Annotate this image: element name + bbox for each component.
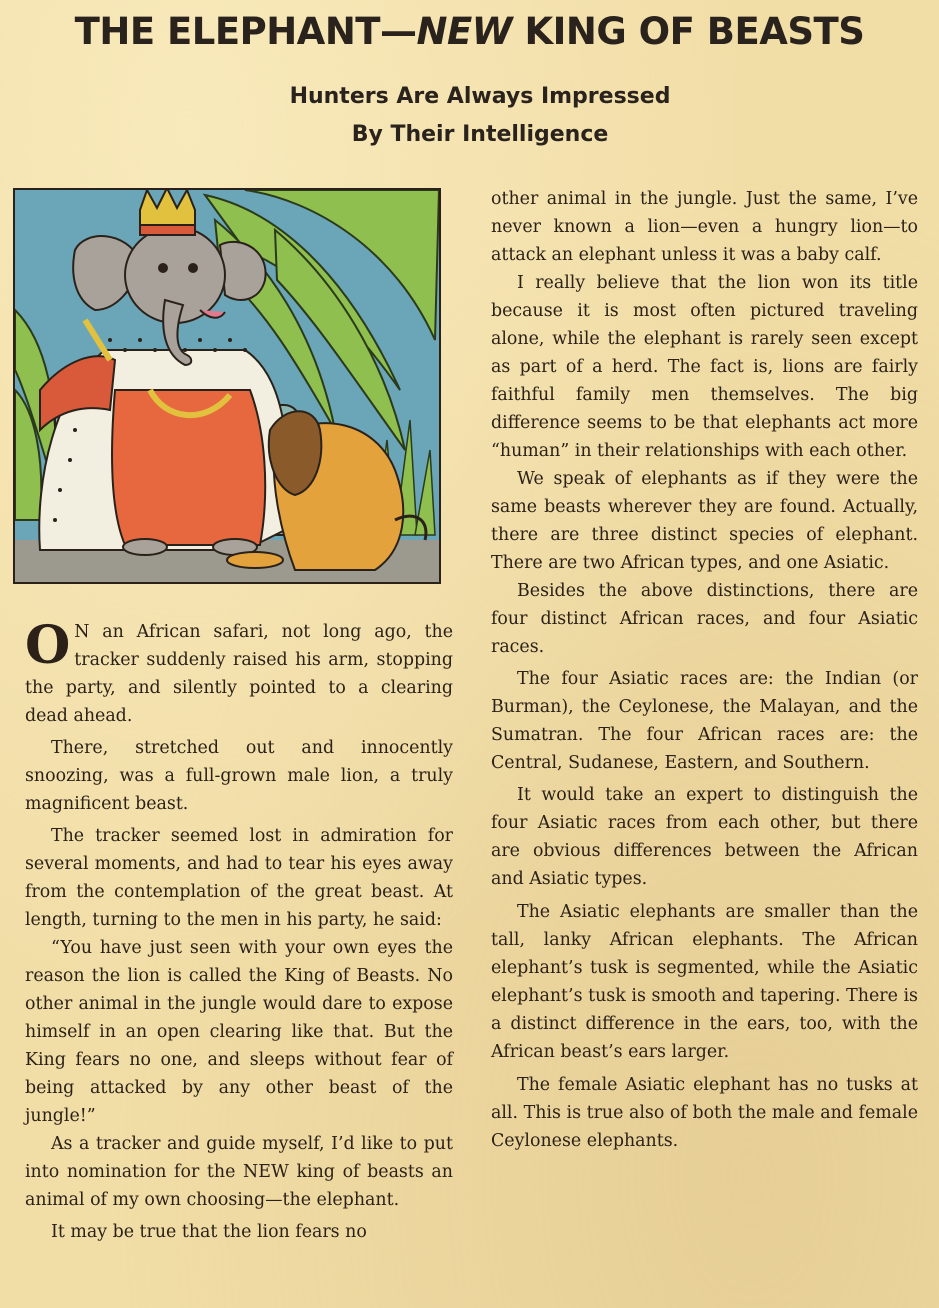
paragraph: The Asiatic elephants are smaller than the tall, lanky African elephants. The African elephant’s tusk is segmented, while the Asiatic elephant’s tusk is smooth and tapering. There is a distinct difference in the ears, too, with the African beast’s ears larger. [491,902,918,1062]
title-part-2: KING OF BEASTS [512,10,865,53]
subtitle-line-2: By Their Intelligence [351,122,609,147]
paragraph: “You have just seen with your own eyes the reason the lion is called the King of Beasts. No other animal in the jungle would dare to expose himself in an open clearing like that. But the King fears no one, and sleeps without fear of being attacked by any other beast of the jungle!” [25,938,453,1126]
article-column-left [25,615,453,1246]
title-emphasis: NEW [416,10,513,53]
paragraph: The four Asiatic races are: the Indian (or Burman), the Ceylonese, the Malayan, and the Sumatran. The four African races are: the Central, Sudanese, Eastern, and Southern. [491,669,918,773]
illustration-drawing [15,190,439,582]
title-part-1: THE ELEPHANT— [74,10,417,53]
page-title [0,10,939,53]
paragraph: There, stretched out and innocently snoozing, was a full-grown male lion, a truly magnificent beast. [25,738,453,814]
paragraph: We speak of elephants as if they were the same beasts wherever they are found. Actually, there are three distinct species of elephant. There are two African types, and one Asiatic. [491,469,918,573]
drop-cap: O [25,615,71,676]
subtitle-line-1: Hunters Are Always Impressed [289,84,671,109]
elephant-foot-left [123,539,167,555]
paragraph: It may be true that the lion fears no [51,1222,367,1242]
paragraph: The tracker seemed lost in admiration for several moments, and had to tear his eyes away from the contemplation of the great beast. At length, turning to the men in his party, he said: [25,826,453,930]
crown-band [140,225,195,235]
paragraph: I really believe that the lion won its title because it is most often pictured traveling alone, while the elephant is rarely seen except as part of a herd. The fact is, lions are fairly faithful family men themselves. The big difference seems to be that elephants act more “human” in their relationships with each other. [491,273,918,461]
intro-text: N an African safari, not long ago, the tracker suddenly raised his arm, stopping the party, and silently pointed to a clearing dead ahead. [25,622,453,726]
article-column-right [491,185,918,1155]
paragraph: As a tracker and guide myself, I’d like to put into nomination for the NEW king of beasts an animal of my own choosing—the elephant. [25,1134,453,1210]
paragraph: It would take an expert to distinguish the four Asiatic races from each other, but there are obvious differences between the African and Asiatic types. [491,785,918,889]
paragraph-intro [25,615,453,730]
paragraph: Besides the above distinctions, there are four distinct African races, and four Asiatic races. [491,581,918,657]
paragraph: The female Asiatic elephant has no tusks at all. This is true also of both the male and female Ceylonese elephants. [491,1075,918,1151]
paragraph: other animal in the jungle. Just the same, I’ve never known a lion—even a hungry lion—to attack an elephant unless it was a baby calf. [491,189,918,265]
elephant-king-illustration [13,188,441,584]
